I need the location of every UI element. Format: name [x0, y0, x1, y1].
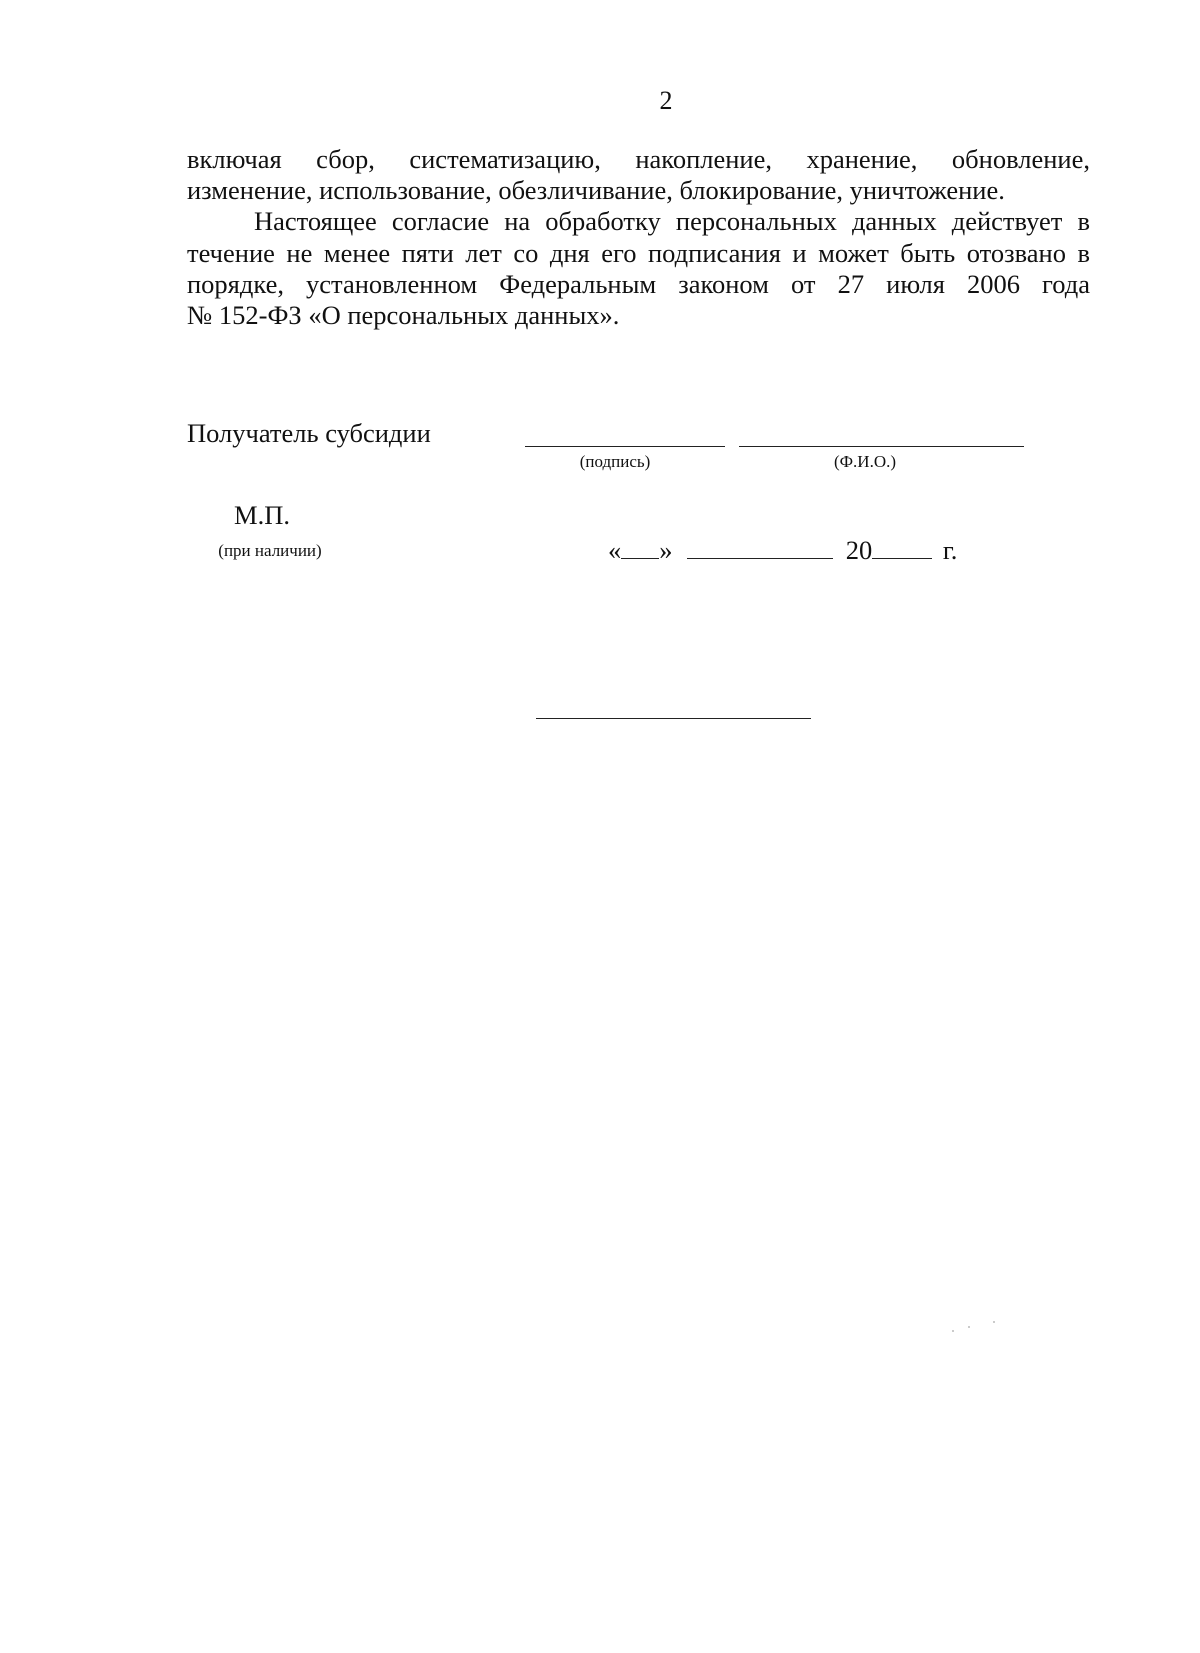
stamp-caption: (при наличии) — [218, 541, 322, 560]
signature-line[interactable] — [525, 446, 725, 447]
paragraph-2-line-4: № 152-ФЗ «О персональных данных». — [187, 300, 620, 331]
full-name-caption: (Ф.И.О.) — [833, 452, 897, 471]
day-blank[interactable] — [621, 538, 659, 559]
paragraph-1-line-1: включая сбор, систематизацию, накопление, хранение, обновление, — [187, 144, 1090, 174]
stamp-label: М.П. — [234, 500, 290, 530]
date-close-quote: » — [659, 535, 673, 565]
scan-speck — [968, 1326, 970, 1328]
date-open-quote: « — [608, 535, 622, 565]
subsidy-recipient-label: Получатель субсидии — [187, 418, 431, 448]
year-prefix: 20 — [845, 535, 873, 565]
consent-body — [187, 144, 1090, 331]
document-end-rule — [536, 718, 811, 719]
paragraph-1-line-2: изменение, использование, обезличивание, блокирование, уничтожение. — [187, 175, 1005, 206]
paragraph-processing-actions — [187, 144, 1090, 206]
year-blank[interactable] — [872, 538, 932, 559]
year-suffix: г. — [942, 535, 958, 565]
paragraph-consent-validity — [187, 206, 1090, 331]
date-field — [608, 535, 957, 565]
paragraph-2-line-3: порядке, установленном Федеральным законом от 27 июля 2006 года — [187, 268, 1090, 299]
full-name-line[interactable] — [739, 446, 1024, 447]
month-blank[interactable] — [687, 538, 833, 559]
signature-caption: (подпись) — [579, 452, 651, 471]
paragraph-2-line-2: течение не менее пяти лет со дня его подписания и может быть отозвано в — [187, 237, 1090, 268]
scan-speck — [952, 1330, 954, 1332]
paragraph-2-line-1: Настоящее согласие на обработку персональных данных действует в — [254, 206, 1090, 237]
page-number: 2 — [659, 86, 673, 115]
scan-speck — [993, 1321, 995, 1323]
